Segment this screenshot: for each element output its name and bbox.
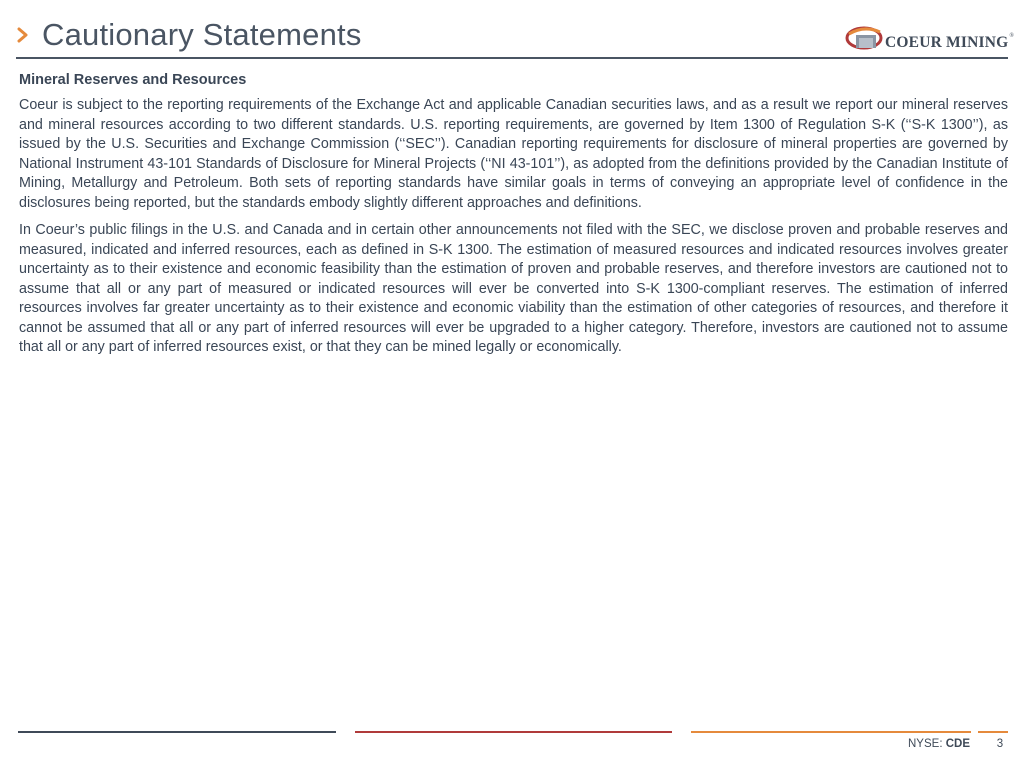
company-logo <box>845 24 1017 54</box>
footer-rule-dark <box>18 731 336 733</box>
page-number: 3 <box>996 738 1004 750</box>
main-content <box>19 70 1008 366</box>
logo-name: COEUR MINING <box>885 34 1009 51</box>
logo-wordmark <box>885 34 1014 52</box>
slide-header <box>0 0 1030 60</box>
footer-rule-orange <box>691 731 971 733</box>
footer-rule-orange-short <box>978 731 1008 733</box>
paragraph-resource-disclosure: In Coeur’s public filings in the U.S. and Canada and in certain other announcements not filed with the SEC, we disclose proven and probable reserves and measured, indicated and inferred resources, each as defined in S-K 1300. The estimation of measured resources and indicated resources involves greater uncertainty as to their existence and economic feasibility than the estimation of proven and probable reserves, and therefore investors are cautioned not to assume that all or any part of measured or indicated resources will ever be converted into S-K 1300-compliant reserves. The estimation of inferred resources involves far greater uncertainty as to their existence and economic viability than the estimation of other categories of resources, and therefore it cannot be assumed that all or any part of inferred resources will ever be upgraded to a higher category. Therefore, investors are cautioned not to assume that all or any part of inferred resources exist, or that they can be mined legally or economically. <box>19 222 1008 355</box>
ticker-symbol: CDE <box>945 738 970 750</box>
registered-mark: ® <box>1009 33 1015 39</box>
exchange-label: NYSE: <box>908 738 943 750</box>
section-heading: Mineral Reserves and Resources <box>19 72 247 88</box>
footer-rule-red <box>355 731 672 733</box>
coeur-logo-icon <box>845 24 885 50</box>
chevron-right-icon <box>16 27 30 43</box>
page-title: Cautionary Statements <box>42 17 362 52</box>
stock-ticker <box>870 738 970 750</box>
header-divider <box>16 57 1008 59</box>
paragraph-reporting-standards: Coeur is subject to the reporting requirements of the Exchange Act and applicable Canadian securities laws, and as a result we report our mineral reserves and mineral resources according to two different standards. U.S. reporting requirements, are governed by Item 1300 of Regulation S-K (‘‘S-K 1300’’), as issued by the U.S. Securities and Exchange Commission (‘‘SEC’’). Canadian reporting requirements for disclosure of mineral properties are governed by National Instrument 43-101 Standards of Disclosure for Mineral Projects (‘‘NI 43-101’’), as adopted from the definitions provided by the Canadian Institute of Mining, Metallurgy and Petroleum. Both sets of reporting standards have similar goals in terms of conveying an appropriate level of confidence in the disclosures being reported, but the standards embody slightly different approaches and definitions. <box>19 97 1008 211</box>
